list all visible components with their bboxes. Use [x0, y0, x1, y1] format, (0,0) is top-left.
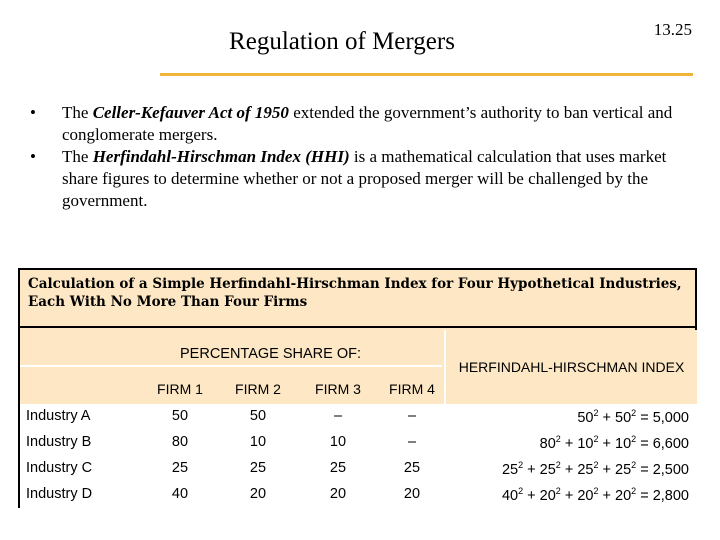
squared-exponent: 2: [593, 486, 599, 496]
share-cell: 20: [403, 486, 421, 502]
squared-exponent: 2: [555, 434, 561, 444]
hhi-term: 20: [577, 488, 594, 504]
squared-exponent: 2: [631, 434, 637, 444]
hhi-total: 5,000: [652, 410, 689, 426]
industry-name: Industry D: [26, 486, 93, 502]
hhi-term: 10: [577, 436, 594, 452]
share-header-label: PERCENTAGE SHARE OF:: [180, 346, 362, 362]
share-cell: 20: [329, 486, 347, 502]
table-caption: Calculation of a Simple Herfindahl-Hirschman Index for Four Hypothetical Industries, Each With No More Than Four Firms: [20, 270, 695, 328]
squared-exponent: 2: [518, 460, 524, 470]
share-cell: 20: [249, 486, 267, 502]
slide-title: Regulation of Mergers: [229, 28, 455, 55]
table-row: [20, 482, 697, 508]
squared-exponent: 2: [593, 408, 599, 418]
firm-header: FIRM 3: [315, 381, 361, 397]
bullet-list: [30, 102, 695, 212]
hhi-term: 25: [501, 462, 519, 478]
squared-exponent: 2: [555, 460, 561, 470]
hhi-header: HERFINDAHL-HIRSCHMAN INDEX: [444, 330, 697, 404]
share-cell: –: [333, 408, 343, 424]
hhi-term: 20: [615, 488, 632, 504]
share-cell: 10: [329, 434, 347, 450]
hhi-formula: $25^2 + 25^2 + 25^2 + 25^2 = 2,500$: [501, 460, 689, 478]
hhi-term: 80: [539, 436, 556, 452]
bullet-dot-icon: •: [30, 147, 36, 167]
hhi-formula: $40^2 + 20^2 + 20^2 + 20^2 = 2,800$: [501, 486, 689, 504]
squared-exponent: 2: [631, 408, 637, 418]
bullet-emphasis: Herfindahl-Hirschman Index (HHI): [92, 147, 350, 167]
squared-exponent: 2: [593, 460, 599, 470]
share-cell: –: [407, 408, 417, 424]
hhi-term: 25: [577, 462, 594, 478]
hhi-total: 2,800: [652, 488, 689, 504]
table-row: [20, 430, 697, 456]
hhi-term: 50: [577, 410, 594, 426]
share-cell: 25: [403, 460, 421, 476]
hhi-term: 40: [501, 488, 519, 504]
share-cell: 80: [171, 434, 189, 450]
hhi-formula: $50^2 + 50^2 = 5,000$: [577, 408, 689, 426]
industry-name: Industry B: [26, 434, 92, 450]
bullet-dot-icon: •: [30, 103, 36, 122]
firm-header-row: [20, 378, 442, 404]
hhi-term: 20: [539, 488, 556, 504]
squared-exponent: 2: [593, 434, 599, 444]
hhi-formula: $80^2 + 10^2 + 10^2 = 6,600$: [539, 434, 689, 452]
squared-exponent: 2: [631, 460, 637, 470]
squared-exponent: 2: [518, 486, 524, 496]
table-row: [20, 404, 697, 430]
slide-number: 13.25: [653, 20, 692, 39]
bullet-item: [30, 102, 695, 146]
share-cell: 25: [329, 460, 347, 476]
share-cell: –: [407, 434, 417, 450]
hhi-term: 25: [615, 462, 632, 478]
share-header-divider: [20, 365, 442, 367]
hhi-total: 6,600: [652, 436, 689, 452]
share-cell: 50: [171, 408, 189, 424]
squared-exponent: 2: [631, 486, 637, 496]
hhi-term: 25: [539, 462, 556, 478]
bullet-text: The Celler-Kefauver Act of 1950 extended the government’s authority to ban vertical and conglomerate mergers.: [62, 103, 673, 145]
share-cell: 10: [249, 434, 267, 450]
firm-header: FIRM 2: [235, 381, 281, 397]
bullet-item: [30, 146, 695, 212]
share-cell: 50: [249, 408, 267, 424]
bullet-text: The Herfindahl-Hirschman Index (HHI) is a mathematical calculation that uses market share figures to determine whether or not a proposed merger will be challenged by the government.: [62, 147, 667, 211]
share-cell: 25: [249, 460, 267, 476]
hhi-term: 50: [615, 410, 632, 426]
bullet-emphasis: Celler-Kefauver Act of 1950: [92, 103, 289, 122]
hhi-term: 10: [615, 436, 632, 452]
firm-header: FIRM 4: [389, 381, 435, 397]
firm-header: FIRM 1: [157, 381, 203, 397]
share-cell: 40: [171, 486, 189, 502]
table-body: [20, 404, 697, 508]
hhi-table: [18, 268, 697, 508]
industry-name: Industry C: [26, 460, 93, 476]
hhi-total: 2,500: [652, 462, 689, 478]
squared-exponent: 2: [555, 486, 561, 496]
share-cell: 25: [171, 460, 189, 476]
industry-name: Industry A: [26, 408, 91, 424]
title-underline: [160, 73, 693, 76]
table-row: [20, 456, 697, 482]
